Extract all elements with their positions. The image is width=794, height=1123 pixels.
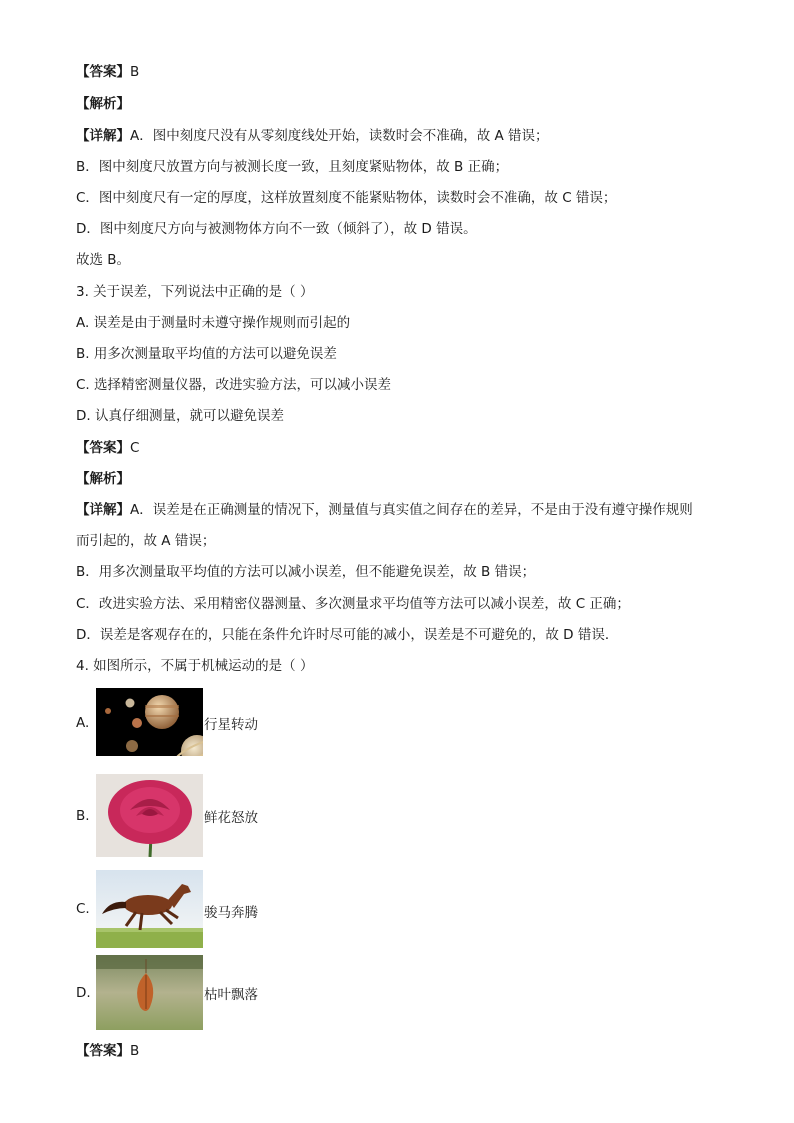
q3-option-d: D. 认真仔细测量，就可以避免误差 [76, 408, 284, 424]
question-3: 3. 关于误差，下列说法中正确的是（ ） [76, 284, 314, 300]
q3-option-a: A. 误差是由于测量时未遵守操作规则而引起的 [76, 315, 351, 331]
option-caption: 枯叶飘落 [204, 987, 258, 1003]
option-letter: B. [76, 808, 90, 824]
analysis-label-q3: 【解析】 [76, 471, 130, 487]
rose-image [96, 774, 203, 857]
option-caption: 行星转动 [204, 717, 258, 733]
detail-q3-a: 【详解】A．误差是在正确测量的情况下，测量值与真实值之间存在的差异，不是由于没有遵守操作规则 [76, 502, 693, 518]
q3-option-b: B. 用多次测量取平均值的方法可以避免误差 [76, 346, 337, 362]
detail-q2-c: C．图中刻度尺有一定的厚度，这样放置刻度不能紧贴物体，读数时会不准确，故 C 错误； [76, 190, 617, 206]
detail-q3-c: C．改进实验方法、采用精密仪器测量、多次测量求平均值等方法可以减小误差，故 C 正确； [76, 596, 630, 612]
option-letter: C. [76, 901, 90, 917]
answer-q2: 【答案】B [76, 64, 140, 80]
q4-option-b [76, 774, 376, 858]
detail-q2-d: D．图中刻度尺方向与被测物体方向不一致（倾斜了），故 D 错误。 [76, 221, 477, 237]
q4-option-a [76, 688, 376, 772]
detail-q3-a-cont: 而引起的，故 A 错误； [76, 533, 216, 549]
q3-option-c: C. 选择精密测量仪器，改进实验方法，可以减小误差 [76, 377, 392, 393]
q4-option-c [76, 870, 376, 954]
detail-q2-b: B．图中刻度尺放置方向与被测长度一致，且刻度紧贴物体，故 B 正确； [76, 159, 509, 175]
conclusion-q2: 故选 B。 [76, 252, 131, 268]
detail-q3-d: D．误差是客观存在的，只能在条件允许时尽可能的减小，误差是不可避免的，故 D 错误． [76, 627, 619, 643]
option-letter: D. [76, 985, 91, 1001]
analysis-label-q2: 【解析】 [76, 96, 130, 112]
detail-q3-b: B．用多次测量取平均值的方法可以减小误差，但不能避免误差，故 B 错误； [76, 564, 536, 580]
option-caption: 骏马奔腾 [204, 905, 258, 921]
option-caption: 鲜花怒放 [204, 810, 258, 826]
detail-q2-a: 【详解】A．图中刻度尺没有从零刻度线处开始，读数时会不准确，故 A 错误； [76, 128, 549, 144]
answer-q3: 【答案】C [76, 440, 140, 456]
q4-option-d [76, 955, 376, 1039]
option-letter: A. [76, 715, 90, 731]
question-4: 4. 如图所示，不属于机械运动的是（ ） [76, 658, 314, 674]
planets-image [96, 688, 203, 756]
horse-image [96, 870, 203, 948]
falling-leaf-image [96, 955, 203, 1030]
answer-q4: 【答案】B [76, 1043, 140, 1059]
